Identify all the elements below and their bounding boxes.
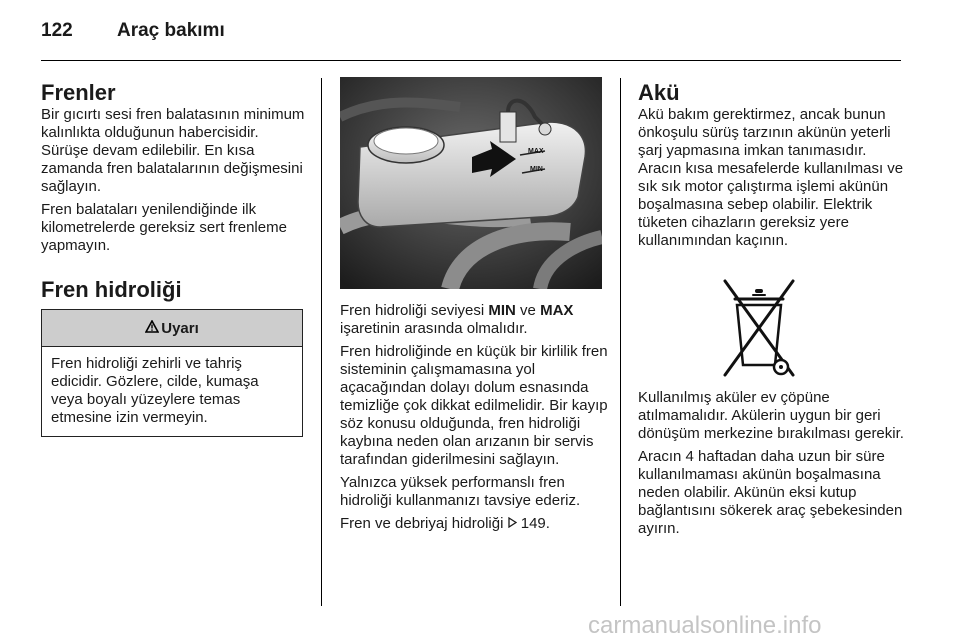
subsection-title-brake-fluid: Fren hidroliği [41,277,182,302]
fluid-level-text-2: ve [515,302,541,319]
watermark: carmanualsonline.info [588,612,822,639]
column-divider-1 [321,78,322,606]
column-divider-2 [620,78,621,606]
min-mark-label: MIN [530,166,543,173]
contamination-paragraph: Fren hidroliğinde en küçük bir kirlilik fren sisteminin çalışmamasına yol açacağından dolayı dolum esnasında temizliğe çok dikkat edilmelidir. Bir kayıp söz konusu olduğunda, fren hidroliği kaybına neden olan arızanın bir servis tarafından giderilmesini sağlayın. [340,343,608,468]
page-number: 122 [41,20,73,41]
recommendation-paragraph: Yalnızca yüksek performanslı fren hidroliği kullanmanızı tavsiye ederiz. [340,474,581,509]
right-column-top [638,80,904,255]
warning-text: Fren hidroliği zehirli ve tahriş edicidir. Gözlere, cilde, kumaşa veya boyalı yüzeylere temas etmesine izin vermeyin. [51,355,259,426]
battery-paragraph-3: Aracın 4 haftadan daha uzun bir süre kullanılmaması akünün boşalmasına neden olabilir. Akünün eksi kutup bağlantısını sökerek araç şebekesinden ayırın. [638,448,903,537]
min-label: MIN [488,302,516,319]
section-title-brakes: Frenler [41,80,116,105]
battery-paragraph-1: Akü bakım gerektirmez, ancak bunun önkoşulu sürüş tarzının akünün yeterli şarj yapmasına imkan tanımasıdır. Aracın kısa mesafelerde kullanılması ve sık sık motor çalıştırma işlemi akünün boşalmasına sebep olabilir. Elektrik tüketen cihazların gereksiz yere kullanımından kaçının. [638,106,904,249]
chapter-title: Araç bakımı [117,20,225,41]
warning-triangle-icon [145,320,159,337]
warning-title: Uyarı [161,319,199,337]
warning-box [41,309,303,437]
brakes-paragraph-1: Bir gıcırtı sesi fren balatasının minimum kalınlıkta olduğunun habercisidir. Sürüşe devam edilebilir. En kısa zamanda fren balatalarının değişmesini sağlayın. [41,106,305,195]
fluid-level-text-1: Fren hidroliği seviyesi [340,302,489,319]
section-title-battery: Akü [638,80,680,105]
header-rule [41,60,901,61]
right-column-bottom [638,389,904,543]
left-column [41,80,307,260]
warning-header [42,310,302,347]
brake-fluid-reservoir-image [340,77,602,289]
battery-paragraph-2: Kullanılmış aküler ev çöpüne atılmamalıdır. Akülerin uygun bir geri dönüşüm merkezine bırakılması gerekir. [638,389,904,442]
reference-text: Fren ve debriyaj hidroliği [340,515,508,532]
page-reference-icon [508,515,517,532]
fluid-level-text-3: işaretinin arasında olmalıdır. [340,320,528,337]
middle-column-text [340,302,610,538]
reference-page[interactable]: 149. [520,515,550,532]
brakes-paragraph-2: Fren balataları yenilendiğinde ilk kilometrelerde gereksiz sert frenleme yapmayın. [41,201,287,254]
max-label: MAX [540,302,574,319]
fluid-level-paragraph [340,302,610,338]
page-header [41,20,225,42]
clutch-fluid-reference [340,515,610,533]
crossed-out-wheelie-bin-icon [713,277,805,383]
max-mark-label: MAX [528,148,544,155]
